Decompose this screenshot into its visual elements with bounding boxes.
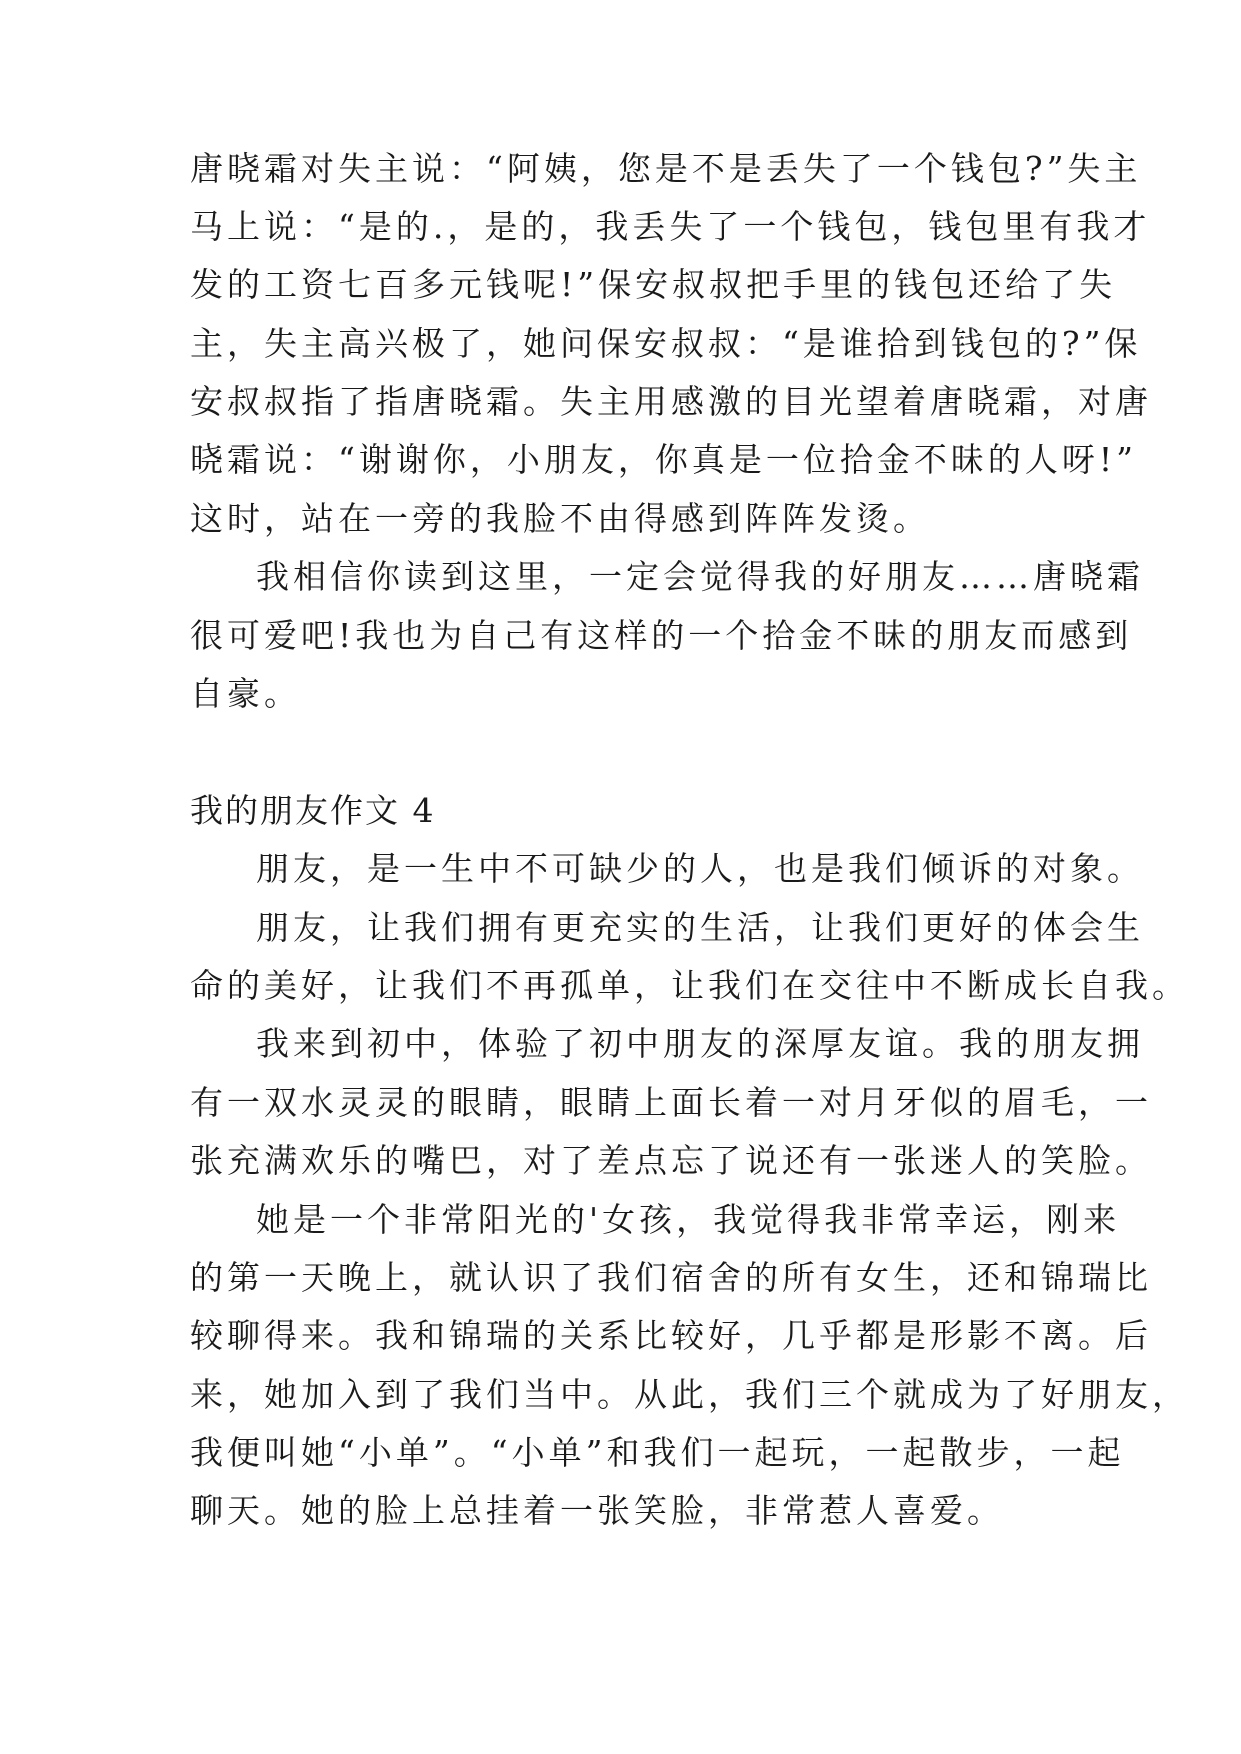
text-line: 自豪。	[190, 674, 301, 713]
text-line: 张充满欢乐的嘴巴，对了差点忘了说还有一张迷人的笑脸。	[190, 1141, 1152, 1180]
text-line: 的第一天晚上，就认识了我们宿舍的所有女生，还和锦瑞比	[190, 1258, 1152, 1297]
text-line: 主，失主高兴极了，她问保安叔叔：“是谁拾到钱包的?”保	[190, 324, 1142, 363]
text-line: 这时，站在一旁的我脸不由得感到阵阵发烫。	[190, 499, 930, 538]
text-line: 安叔叔指了指唐晓霜。失主用感激的目光望着唐晓霜，对唐	[190, 382, 1152, 421]
text-line: 发的工资七百多元钱呢!”保安叔叔把手里的钱包还给了失	[190, 265, 1117, 304]
text-line: 很可爱吧!我也为自己有这样的一个拾金不昧的朋友而感到	[190, 616, 1133, 655]
text-line: 较聊得来。我和锦瑞的关系比较好，几乎都是形影不离。后	[190, 1316, 1152, 1355]
text-line: 聊天。她的脸上总挂着一张笑脸，非常惹人喜爱。	[190, 1491, 1004, 1530]
text-line: 晓霜说：“谢谢你，小朋友，你真是一位拾金不昧的人呀!”	[190, 440, 1138, 479]
text-line: 我便叫她“小单”。“小单”和我们一起玩，一起散步，一起	[190, 1433, 1125, 1472]
text-line: 朋友，是一生中不可缺少的人，也是我们倾诉的对象。	[256, 849, 1144, 888]
section-title: 我的朋友作文 4	[190, 791, 436, 830]
text-line: 我来到初中，体验了初中朋友的深厚友谊。我的朋友拥	[256, 1024, 1144, 1063]
text-line: 她是一个非常阳光的'女孩，我觉得我非常幸运，刚来	[256, 1200, 1121, 1239]
text-line: 唐晓霜对失主说：“阿姨，您是不是丢失了一个钱包?”失主	[190, 149, 1142, 188]
text-line: 马上说：“是的.，是的，我丢失了一个钱包，钱包里有我才	[190, 207, 1151, 246]
text-line: 朋友，让我们拥有更充实的生活，让我们更好的体会生	[256, 908, 1144, 947]
text-line: 我相信你读到这里，一定会觉得我的好朋友……唐晓霜	[256, 557, 1144, 596]
text-line: 来，她加入到了我们当中。从此，我们三个就成为了好朋友，	[190, 1375, 1189, 1414]
text-line: 命的美好，让我们不再孤单，让我们在交往中不断成长自我。	[190, 966, 1189, 1005]
text-line: 有一双水灵灵的眼睛，眼睛上面长着一对月牙似的眉毛，一	[190, 1083, 1152, 1122]
